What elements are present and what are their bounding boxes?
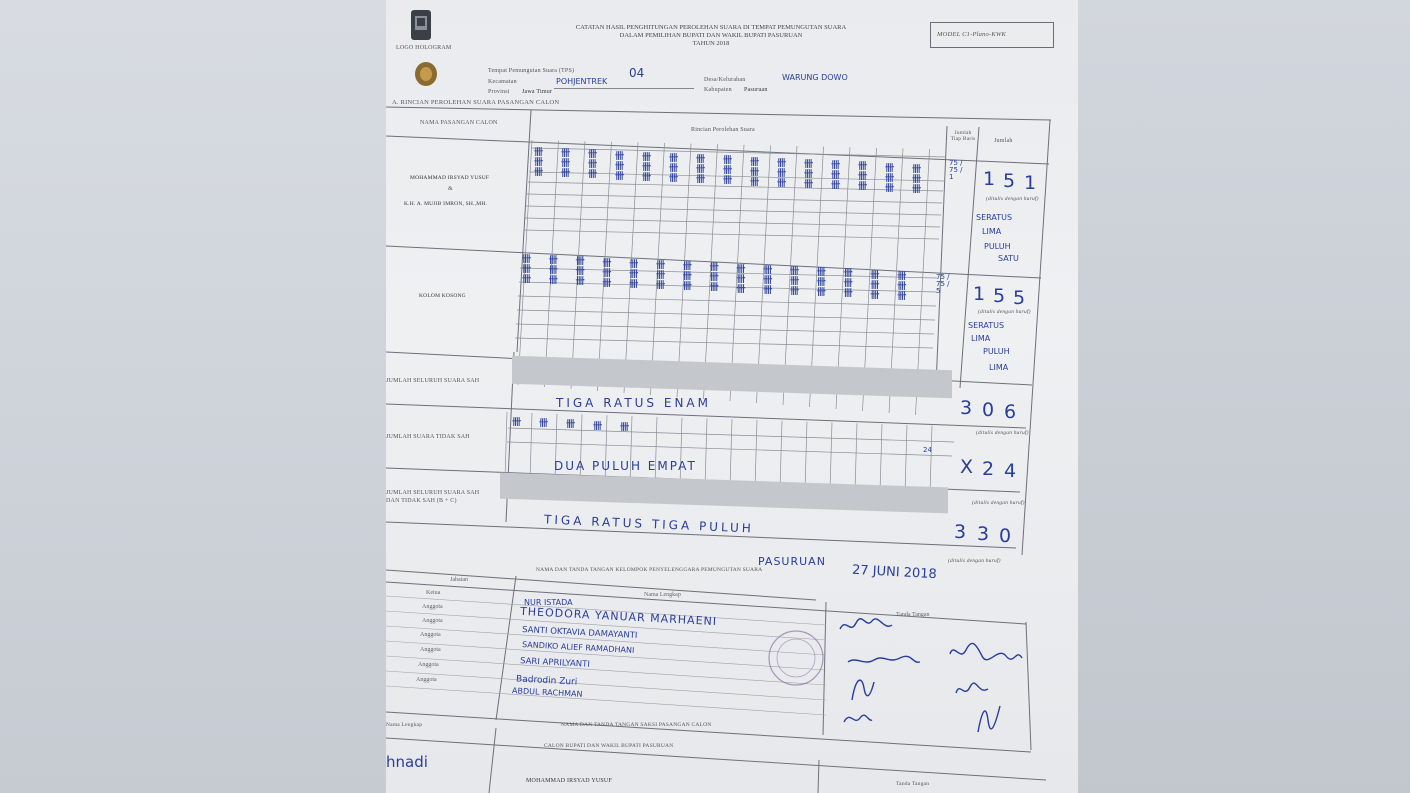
tally-mark: 卌 (548, 276, 558, 287)
tally-mark: 卌 (656, 261, 666, 271)
tps-label: Tempat Pemungutan Suara (TPS) (488, 68, 575, 74)
col-name-header: NAMA PASANGAN CALON (420, 120, 498, 126)
saksi-witness-name: hnadi (386, 753, 428, 771)
tally-mark: 卌 (885, 163, 895, 174)
tally-mark: 卌 (669, 164, 679, 174)
all-digit-3: 0 (999, 525, 1012, 547)
tally-mark: 卌 (885, 173, 895, 184)
row-2-digit-2: 5 (993, 285, 1006, 307)
tally-mark: 卌 (709, 283, 719, 294)
tally-mark: 卌 (750, 177, 760, 188)
row-1-word-4: SATU (998, 254, 1019, 263)
tally-mark: 卌 (656, 271, 666, 281)
saksi-col-name: Nama Lengkap (386, 722, 423, 728)
tally-mark: 卌 (804, 160, 814, 170)
tally-mark: 卌 (615, 161, 625, 172)
tally-mark: 卌 (816, 268, 826, 279)
tally-mark: 卌 (566, 420, 576, 431)
tally-mark: 卌 (575, 277, 585, 288)
tally-mark: 卌 (790, 287, 800, 297)
tally-mark: 卌 (777, 168, 787, 179)
tally-mark: 卌 (790, 277, 800, 287)
title-line-1: CATATAN HASIL PENGHITUNGAN PEROLEHAN SUARA DI TEMPAT PEMUNGUTAN SUARA (575, 24, 847, 31)
kpps-role-6: Anggota (418, 662, 439, 668)
tally-mark: 卌 (804, 180, 814, 190)
kabupaten-value: Pasuruan (744, 87, 768, 93)
col-total-header: Jumlah (994, 138, 1013, 144)
col-tally-header: Rincian Perolehan Suara (691, 127, 755, 133)
col-row-total-header: Jumlah Tiap Baris (950, 130, 976, 142)
signature-4-icon (846, 672, 876, 704)
tally-mark: 卌 (831, 181, 841, 192)
tally-mark: 卌 (858, 182, 868, 193)
kpps-title: NAMA DAN TANDA TANGAN KELOMPOK PENYELENGGARA PEMUNGUTAN SUARA (536, 567, 763, 573)
row-1-word-3: PULUH (984, 242, 1011, 251)
tally-mark: 卌 (736, 264, 746, 275)
candidate-name-2: K.H. A. MUJIB IMRON, SH.,MH. (404, 201, 488, 207)
kecamatan-label: Kecamatan (488, 79, 517, 85)
tally-mark: 卌 (629, 269, 639, 280)
tidak-sah-words: DUA PULUH EMPAT (554, 459, 697, 473)
kabupaten-label: Kabupaten (704, 87, 732, 93)
tally-mark: 卌 (593, 421, 603, 432)
kpps-role-3: Anggota (422, 618, 443, 624)
tally-mark: 卌 (750, 157, 760, 168)
candidate-name-1: MOHAMMAD IRSYAD YUSUF (410, 175, 490, 181)
kpps-col-name: Nama Lengkap (644, 592, 681, 598)
kpps-col-sign: Tanda Tangan (896, 612, 930, 618)
tally-mark: 卌 (763, 275, 773, 286)
tally-mark: 卌 (602, 268, 612, 279)
tally-mark: 卌 (763, 285, 773, 296)
tally-mark: 卌 (588, 170, 598, 181)
tally-mark: 卌 (870, 270, 880, 281)
candidate-amp: & (448, 186, 453, 192)
tally-mark: 卌 (588, 150, 598, 161)
tally-mark: 卌 (816, 288, 826, 299)
title-line-2: DALAM PEMILIHAN BUPATI DAN WAKIL BUPATI PASURUAN (619, 32, 803, 39)
tally-mark: 卌 (629, 259, 639, 270)
tidak-sah-label: JUMLAH SUARA TIDAK SAH (386, 434, 470, 440)
kolom-kosong-label: KOLOM KOSONG (419, 293, 466, 299)
tally-mark: 卌 (561, 149, 571, 160)
tidak-sah-written-note: (ditulis dengan huruf) (972, 500, 1025, 506)
kpps-role-1: Ketua (426, 590, 441, 596)
tally-mark: 卌 (615, 171, 625, 182)
saksi-candidate: MOHAMMAD IRSYAD YUSUF (526, 778, 612, 784)
logo-label: LOGO HOLOGRAM (396, 45, 452, 51)
tally-mark: 卌 (736, 284, 746, 295)
row-2-word-3: PULUH (983, 347, 1010, 356)
tally-mark: 卌 (858, 172, 868, 183)
tally-mark: 卌 (602, 258, 612, 269)
tally-mark: 卌 (912, 184, 922, 195)
tally-mark: 卌 (723, 176, 733, 187)
tps-value: 04 (629, 66, 645, 80)
row-1-digit-1: 1 (983, 168, 996, 190)
tally-mark: 卌 (816, 278, 826, 289)
row-2-digit-3: 5 (1013, 287, 1026, 309)
tally-mark: 卌 (588, 160, 598, 171)
sah-label: JUMLAH SELURUH SUARA SAH (386, 378, 480, 384)
tidak-sah-digit-1: X (960, 456, 974, 478)
tally-mark: 卌 (897, 281, 907, 292)
tidak-sah-digit-2: 2 (982, 458, 995, 480)
kpps-member-2: THEODORA YANUAR MARHAENI (519, 604, 718, 629)
tally-mark: 卌 (858, 162, 868, 173)
signature-5-icon (952, 675, 992, 703)
tally-mark: 卌 (682, 262, 692, 273)
kpps-role-4: Anggota (420, 632, 441, 638)
tally-mark: 卌 (843, 279, 853, 290)
kpps-role-5: Anggota (420, 647, 441, 653)
place: PASURUAN (758, 555, 826, 568)
signature-2-icon (946, 638, 1026, 666)
background-right (1078, 0, 1410, 793)
row-2-word-2: LIMA (971, 334, 991, 343)
tally-mark: 卌 (682, 272, 692, 283)
sah-written-note: (ditulis dengan huruf) (976, 430, 1029, 436)
row-1-digit-3: 1 (1024, 172, 1037, 194)
tidak-sah-count: 24 (923, 446, 932, 454)
tally-mark: 卌 (696, 175, 706, 186)
tally-mark: 卌 (602, 278, 612, 289)
signature-3-icon (844, 650, 924, 672)
tally-mark: 卌 (534, 168, 544, 178)
tally-mark: 卌 (620, 422, 630, 433)
tidak-sah-digit-3: 4 (1004, 460, 1017, 482)
all-digit-1: 3 (954, 521, 967, 543)
tally-mark: 卌 (561, 159, 571, 170)
tally-mark: 卌 (534, 158, 544, 168)
kpps-role-7: Anggota (416, 677, 437, 683)
tally-mark: 卌 (522, 255, 532, 265)
tally-mark: 卌 (548, 266, 558, 277)
tally-mark: 卌 (750, 167, 760, 178)
all-label-2: DAN TIDAK SAH (B + C) (386, 498, 457, 504)
kpps-member-5: SARI APRILYANTI (519, 656, 591, 670)
row-2-digit-1: 1 (973, 283, 986, 305)
section-a-title: A. RINCIAN PEROLEHAN SUARA PASANGAN CALON (392, 99, 560, 106)
row-2-word-4: LIMA (989, 363, 1009, 372)
tally-mark: 卌 (642, 162, 652, 173)
saksi-title: NAMA DAN TANDA TANGAN SAKSI PASANGAN CALON (561, 722, 712, 728)
row-1-line-total: 75 / 75 / 1 (949, 159, 963, 181)
date: 27 JUNI 2018 (851, 562, 938, 583)
kpps-member-1: NUR ISTADA (524, 598, 573, 607)
form-code: MODEL C1-Plano-KWK (937, 31, 1007, 38)
tally-mark: 卌 (642, 152, 652, 163)
row-1-digit-2: 5 (1003, 170, 1016, 192)
tally-mark: 卌 (522, 265, 532, 275)
kpps-member-7: ABDUL RACHMAN (511, 686, 583, 699)
tally-mark: 卌 (522, 275, 532, 285)
sah-digit-1: 3 (960, 397, 973, 419)
tally-mark: 卌 (682, 282, 692, 293)
sah-digit-3: 6 (1004, 401, 1017, 423)
provinsi-value: Jawa Timur (522, 89, 553, 95)
row-2-line-total: 75 / 75 / 5 (936, 273, 950, 295)
row-1-word-2: LIMA (982, 227, 1002, 236)
tally-mark: 卌 (539, 419, 549, 430)
tally-mark: 卌 (843, 269, 853, 280)
tally-mark: 卌 (831, 171, 841, 182)
tally-mark: 卌 (831, 161, 841, 172)
background-left (0, 0, 386, 793)
tally-mark: 卌 (912, 164, 922, 175)
all-written-note: (ditulis dengan huruf) (948, 558, 1001, 564)
row-2-written-note: (ditulis dengan huruf) (978, 309, 1031, 315)
tally-mark: 卌 (709, 273, 719, 284)
row-1-written-note: (ditulis dengan huruf) (986, 196, 1039, 202)
tally-mark: 卌 (736, 274, 746, 285)
tally-mark: 卌 (885, 183, 895, 194)
signature-6-icon (840, 708, 874, 730)
tally-mark: 卌 (723, 166, 733, 177)
tally-mark: 卌 (548, 256, 558, 267)
tally-mark: 卌 (696, 155, 706, 166)
kpps-role-2: Anggota (422, 604, 443, 610)
desa-label: Desa/Kelurahan (704, 77, 746, 83)
kecamatan-value: POHJENTREK (556, 77, 608, 86)
tally-mark: 卌 (575, 257, 585, 268)
tally-mark: 卌 (912, 174, 922, 185)
row-2-word-1: SERATUS (968, 321, 1005, 330)
kpps-col-role: Jabatan (450, 577, 468, 583)
signature-1-icon (836, 615, 896, 637)
tally-mark: 卌 (870, 280, 880, 291)
tally-mark: 卌 (512, 418, 522, 428)
desa-value: WARUNG DOWO (782, 73, 848, 82)
tally-mark: 卌 (561, 169, 571, 180)
tally-mark: 卌 (696, 165, 706, 176)
tally-mark: 卌 (642, 172, 652, 183)
tally-mark: 卌 (870, 290, 880, 301)
tally-mark: 卌 (669, 154, 679, 164)
kpps-member-4: SANDIKO ALIEF RAMADHANI (521, 640, 635, 655)
provinsi-label: Provinsi (488, 89, 510, 95)
tally-mark: 卌 (790, 267, 800, 277)
all-label-1: JUMLAH SELURUH SUARA SAH (386, 490, 480, 496)
c1-plano-form (386, 0, 1078, 793)
tally-mark: 卌 (804, 170, 814, 180)
tally-mark: 卌 (763, 265, 773, 276)
tally-mark: 卌 (723, 156, 733, 167)
sah-words: TIGA RATUS ENAM (556, 396, 711, 410)
signature-7-icon (974, 700, 1004, 736)
all-words: TIGA RATUS TIGA PULUH (543, 512, 755, 536)
saksi-subtitle: CALON BUPATI DAN WAKIL BUPATI PASURUAN (544, 743, 674, 749)
tally-mark: 卌 (897, 271, 907, 282)
tally-mark: 卌 (777, 158, 787, 169)
tally-mark: 卌 (709, 263, 719, 274)
sah-digit-2: 0 (982, 399, 995, 421)
tally-mark: 卌 (843, 289, 853, 300)
tally-mark: 卌 (669, 174, 679, 184)
kpps-member-3: SANTI OKTAVIA DAMAYANTI (521, 624, 638, 642)
all-digit-2: 3 (977, 523, 990, 545)
title-line-3: TAHUN 2018 (692, 40, 730, 47)
tally-mark: 卌 (777, 178, 787, 189)
tally-mark: 卌 (629, 279, 639, 290)
saksi-col-sign: Tanda Tangan (896, 781, 930, 787)
tally-mark: 卌 (897, 291, 907, 302)
row-1-word-1: SERATUS (976, 213, 1013, 222)
tally-mark: 卌 (656, 281, 666, 291)
tally-mark: 卌 (534, 148, 544, 158)
kpps-member-6: Badrodin Zuri (515, 674, 578, 688)
tally-mark: 卌 (575, 267, 585, 278)
tally-mark: 卌 (615, 151, 625, 162)
